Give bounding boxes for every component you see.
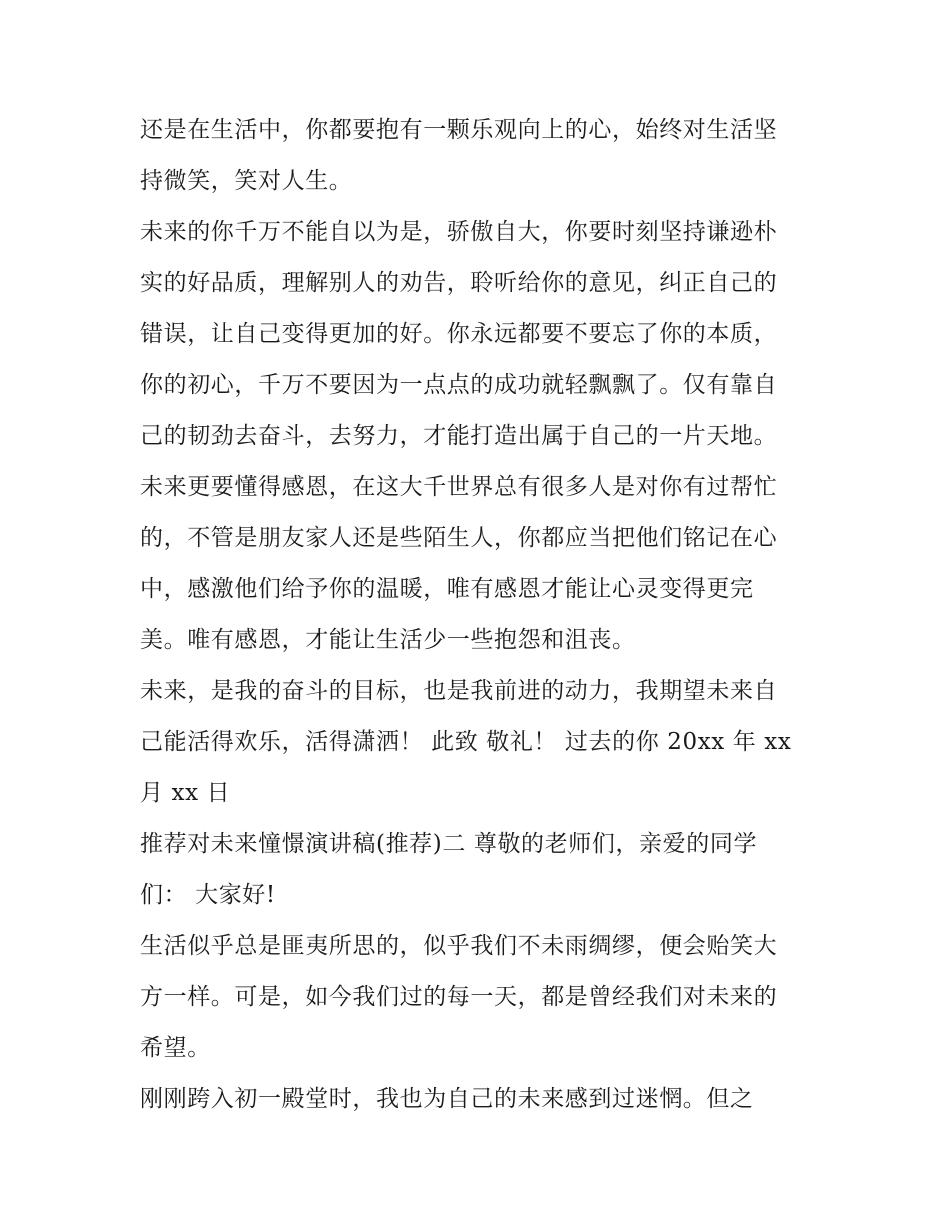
text-line: 生活似乎总是匪夷所思的，似乎我们不未雨绸缪，便会贻笑大 [140,933,778,959]
text-line: 们： 大家好! [140,882,276,908]
text-line: 刚刚跨入初一殿堂时，我也为自己的未来感到过迷惘。但之 [140,1086,754,1112]
text-line: 中，感激他们给予你的温暖，唯有感恩才能让心灵变得更完 [140,576,754,602]
text-line: 你的初心，千万不要因为一点点的成功就轻飘飘了。仅有靠自 [140,372,778,398]
document-body [140,105,815,1125]
text-line: 美。唯有感恩，才能让生活少一些抱怨和沮丧。 [140,627,636,653]
text-line: 月 xx 日 [140,780,231,806]
text-line: 未来的你千万不能自以为是，骄傲自大，你要时刻坚持谦逊朴 [140,219,778,245]
text-line: 未来，是我的奋斗的目标，也是我前进的动力，我期望未来自 [140,678,778,704]
text-line: 己的韧劲去奋斗，去努力，才能打造出属于自己的一片天地。 [140,423,778,449]
text-line: 持微笑，笑对人生。 [140,168,353,194]
text-line: 错误，让自己变得更加的好。你永远都要不要忘了你的本质， [140,321,778,347]
text-line: 推荐对未来憧憬演讲稿(推荐)二 尊敬的老师们，亲爱的同学 [140,831,758,857]
text-line: 己能活得欢乐，活得潇洒！ 此致 敬礼！ 过去的你 20xx 年 xx [140,729,792,755]
text-line: 希望。 [140,1035,211,1061]
text-line: 还是在生活中，你都要抱有一颗乐观向上的心，始终对生活坚 [140,117,778,143]
text-line: 方一样。可是，如今我们过的每一天，都是曾经我们对未来的 [140,984,778,1010]
text-line: 的，不管是朋友家人还是些陌生人，你都应当把他们铭记在心 [140,525,778,551]
text-line: 实的好品质，理解别人的劝告，聆听给你的意见，纠正自己的 [140,270,778,296]
text-line: 未来更要懂得感恩，在这大千世界总有很多人是对你有过帮忙 [140,474,778,500]
